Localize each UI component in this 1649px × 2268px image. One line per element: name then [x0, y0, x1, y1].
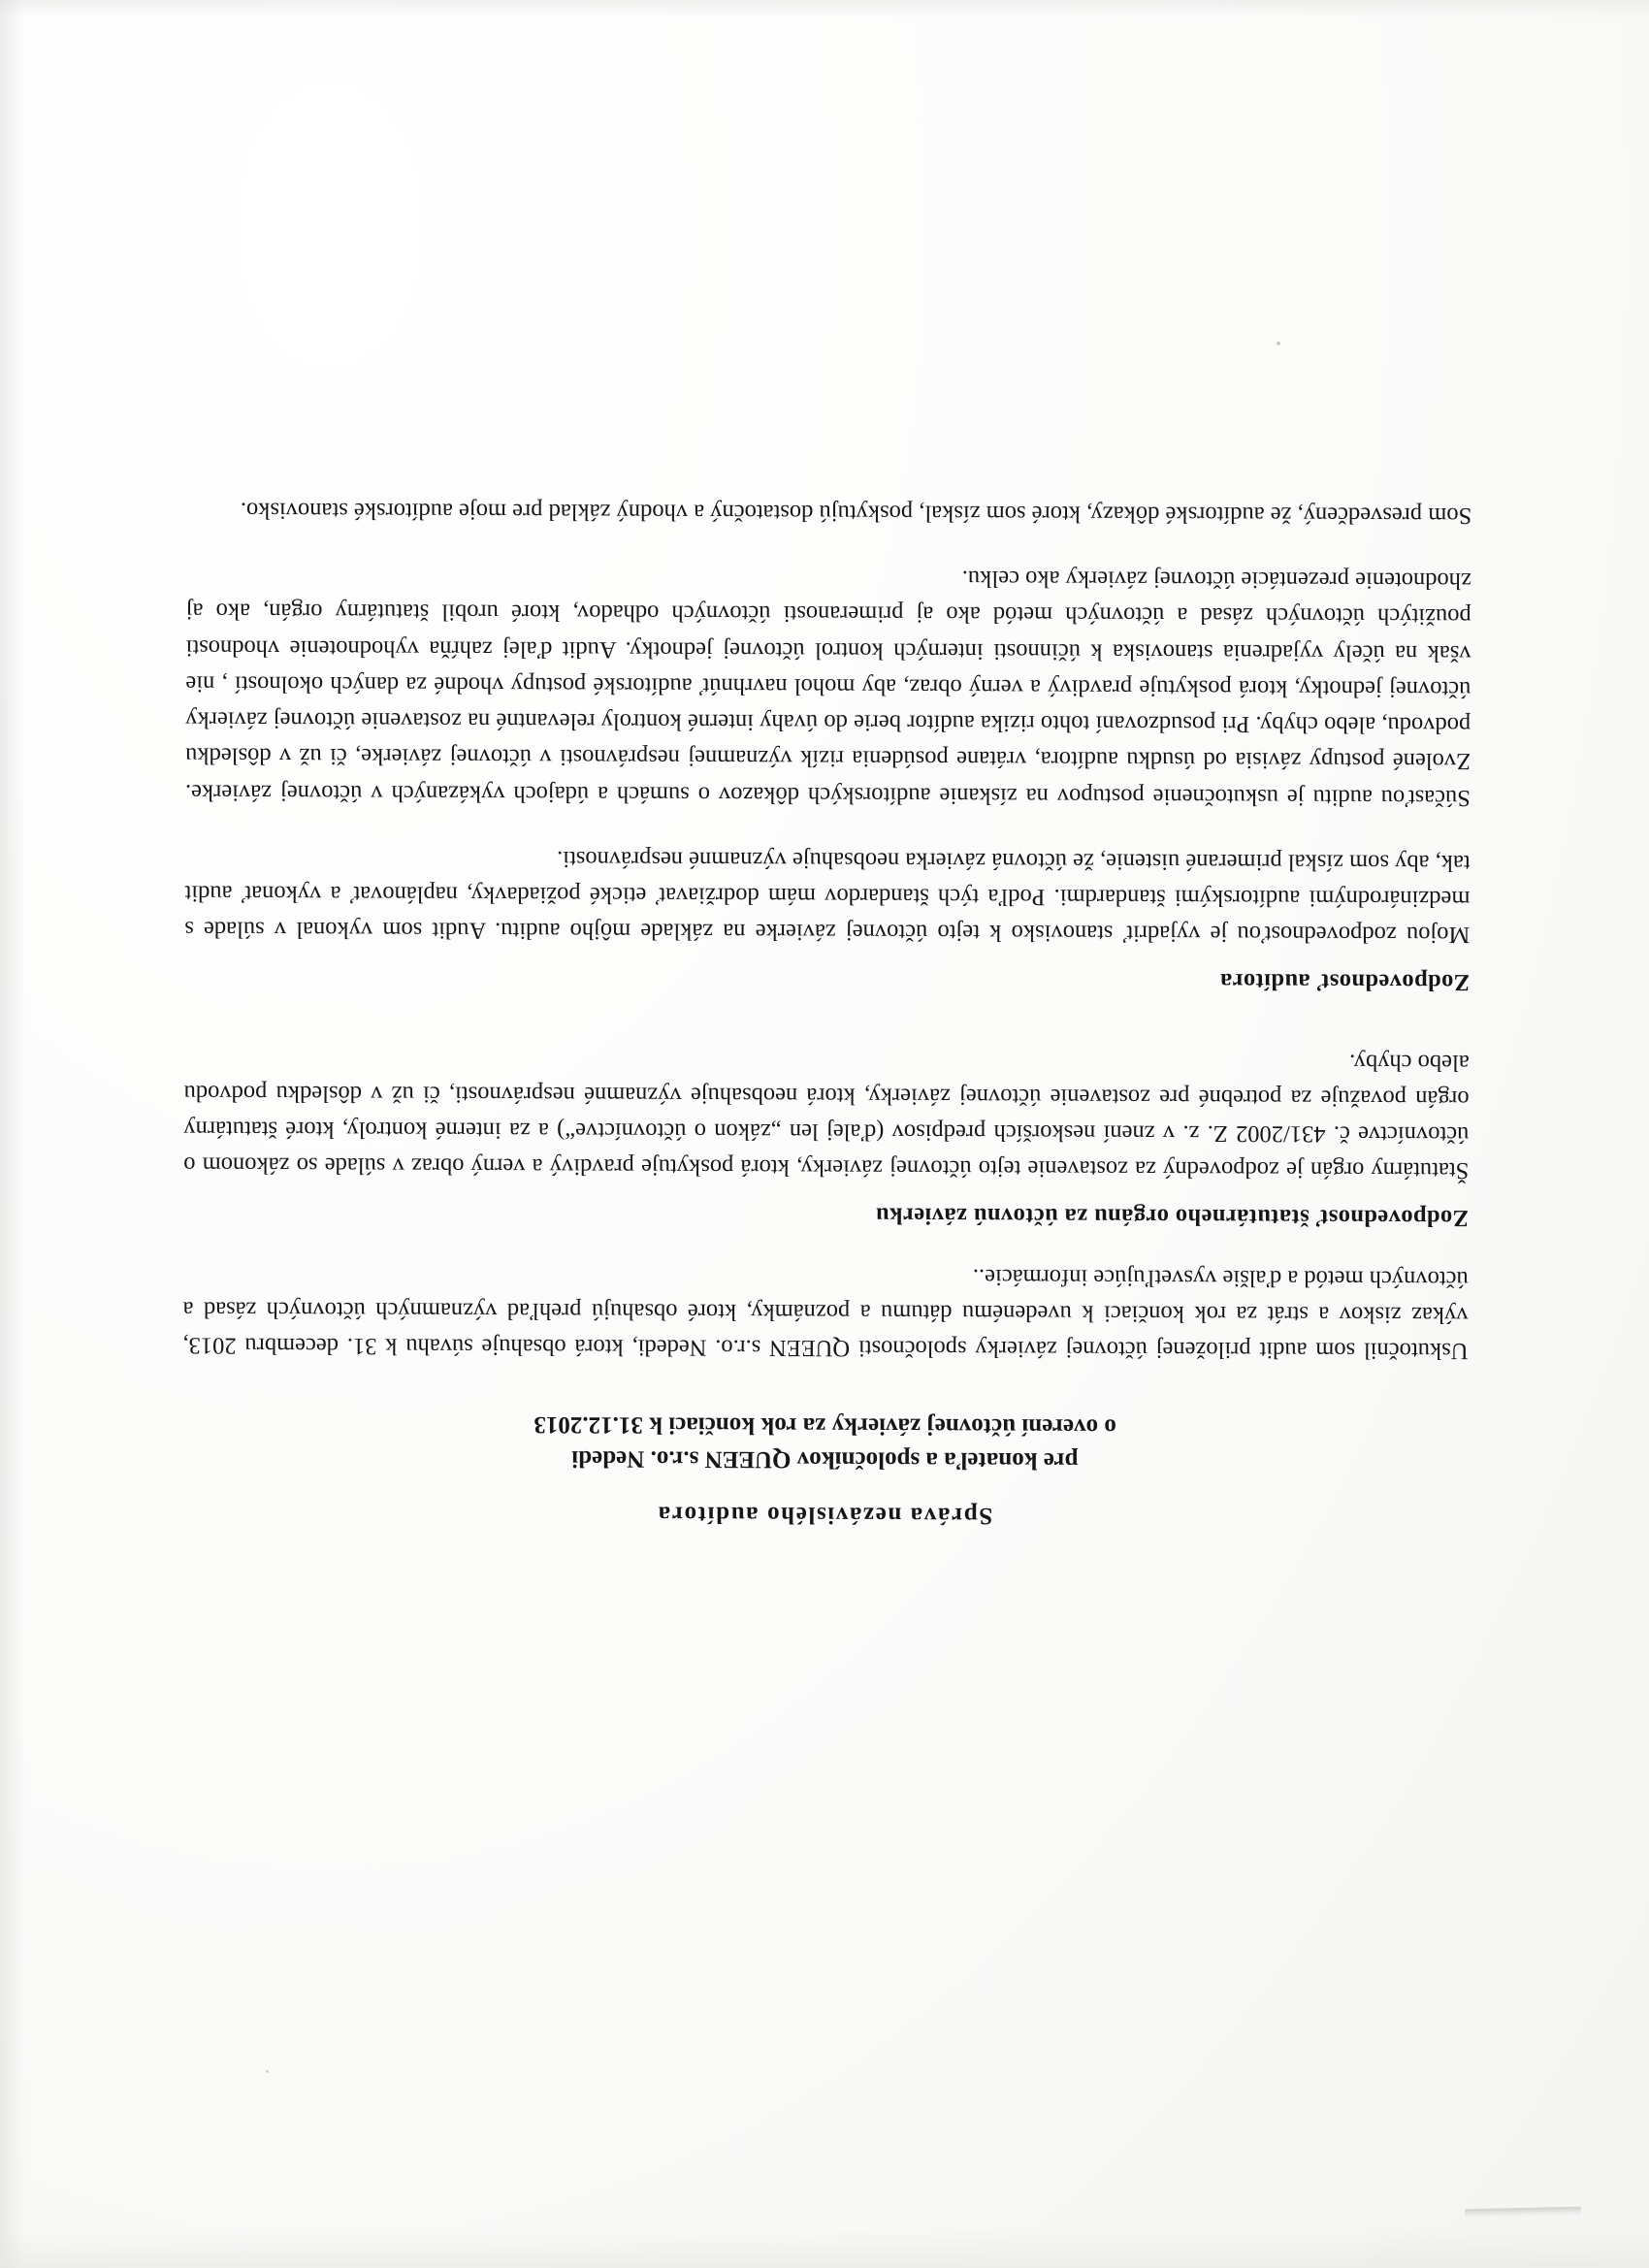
- document-subtitle-line-1: pre konateľa a spoločníkov QUEEN s.r.o. Nededi: [571, 1445, 1079, 1474]
- auditor-responsibility-paragraph-3: Som presvedčený, že audítorské dôkazy, ktoré som získal, poskytujú dostatočný a vhodný základ pre moje audítorské stanovisko.: [240, 497, 1472, 530]
- document-title: Správa nezávislého audítora: [657, 1501, 993, 1529]
- section-heading-auditor-responsibility: Zodpovednosť audítora: [1219, 968, 1471, 996]
- section-paragraph-statutory-body-responsibility: Štatutárny orgán je zodpovedný za zostavenie tejto účtovnej závierky, ktorá poskytuje pravdivý a verný obraz v súlade so zákonom o účtovníctve č. 431/2002 Z. z. v znení neskorších predpisov (ďalej len „zákon o účtovníctve“) a za interné kontroly, ktoré štatutárny orgán považuje za potrebné pre zostavenie účtovnej závierky, ktorá neobsahuje významné nesprávnosti, či už v dôsledku podvodu alebo chyby.: [183, 1049, 1470, 1184]
- document-subtitle: [182, 1406, 1468, 1478]
- scan-edge-left: [0, 0, 25, 2268]
- scan-speck: [266, 2070, 269, 2073]
- document-body: [182, 463, 1472, 1531]
- auditor-responsibility-paragraph-1: Mojou zodpovednosťou je vyjadriť stanovisko k tejto účtovnej závierke na základe môjho auditu. Audit som vykonal v súlade s medzinárodnými audítorskými štandardmi. Podľa tých štandardov mám dodržiavať etické požiadavky, naplánovať a vykonať audit tak, aby som získal primerané uistenie, že účtovná závierka neobsahuje významné nesprávnosti.: [184, 845, 1471, 949]
- scan-edge-bottom: [0, 2229, 1649, 2268]
- spacer: [184, 996, 1470, 1016]
- document-subtitle-line-2: o overení účtovnej závierky za rok končiaci k 31.12.2013: [534, 1411, 1116, 1442]
- section-heading-statutory-body-responsibility: Zodpovednosť štatutárneho orgánu za účtovnú závierku: [875, 1202, 1470, 1232]
- scan-edge-top: [0, 0, 1649, 17]
- scan-speck: [1277, 341, 1280, 345]
- auditor-responsibility-paragraph-2: Súčasťou auditu je uskutočnenie postupov na získanie audítorských dôkazov o sumách a údajoch vykázaných v účtovnej závierke. Zvolené postupy závisia od úsudku audítora, vrátane posúdenia rizík významnej nesprávnosti v účtovnej závierke, či už v dôsledku podvodu, alebo chyby. Pri posudzovaní tohto rizika audítor berie do úvahy interné kontroly relevantné na zostavenie účtovnej závierky účtovnej jednotky, ktorá poskytuje pravdivý a verný obraz, aby mohol navrhnúť audítorské postupy vhodné za daných okolností , nie však na účely vyjadrenia stanoviska k účinnosti interných kontrol účtovnej jednotky. Audit ďalej zahŕňa vyhodnotenie vhodnosti použitých účtovných zásad a účtovných metód ako aj primeranosti účtovných odhadov, ktoré urobil štatutárny orgán, ako aj zhodnotenie prezentácie účtovnej závierky ako celku.: [184, 566, 1471, 811]
- intro-paragraph: Uskutočnil som audit priloženej účtovnej závierky spoločnosti QUEEN s.r.o. Nededi, ktorá obsahuje súvahu k 31. decembru 2013, výkaz ziskov a strát za rok končiaci k uvedenému dátumu a poznámky, ktoré obsahujú prehľad významných účtovných zásad a účtovných metód a ďalšie vysvetľujúce informácie..: [182, 1263, 1469, 1365]
